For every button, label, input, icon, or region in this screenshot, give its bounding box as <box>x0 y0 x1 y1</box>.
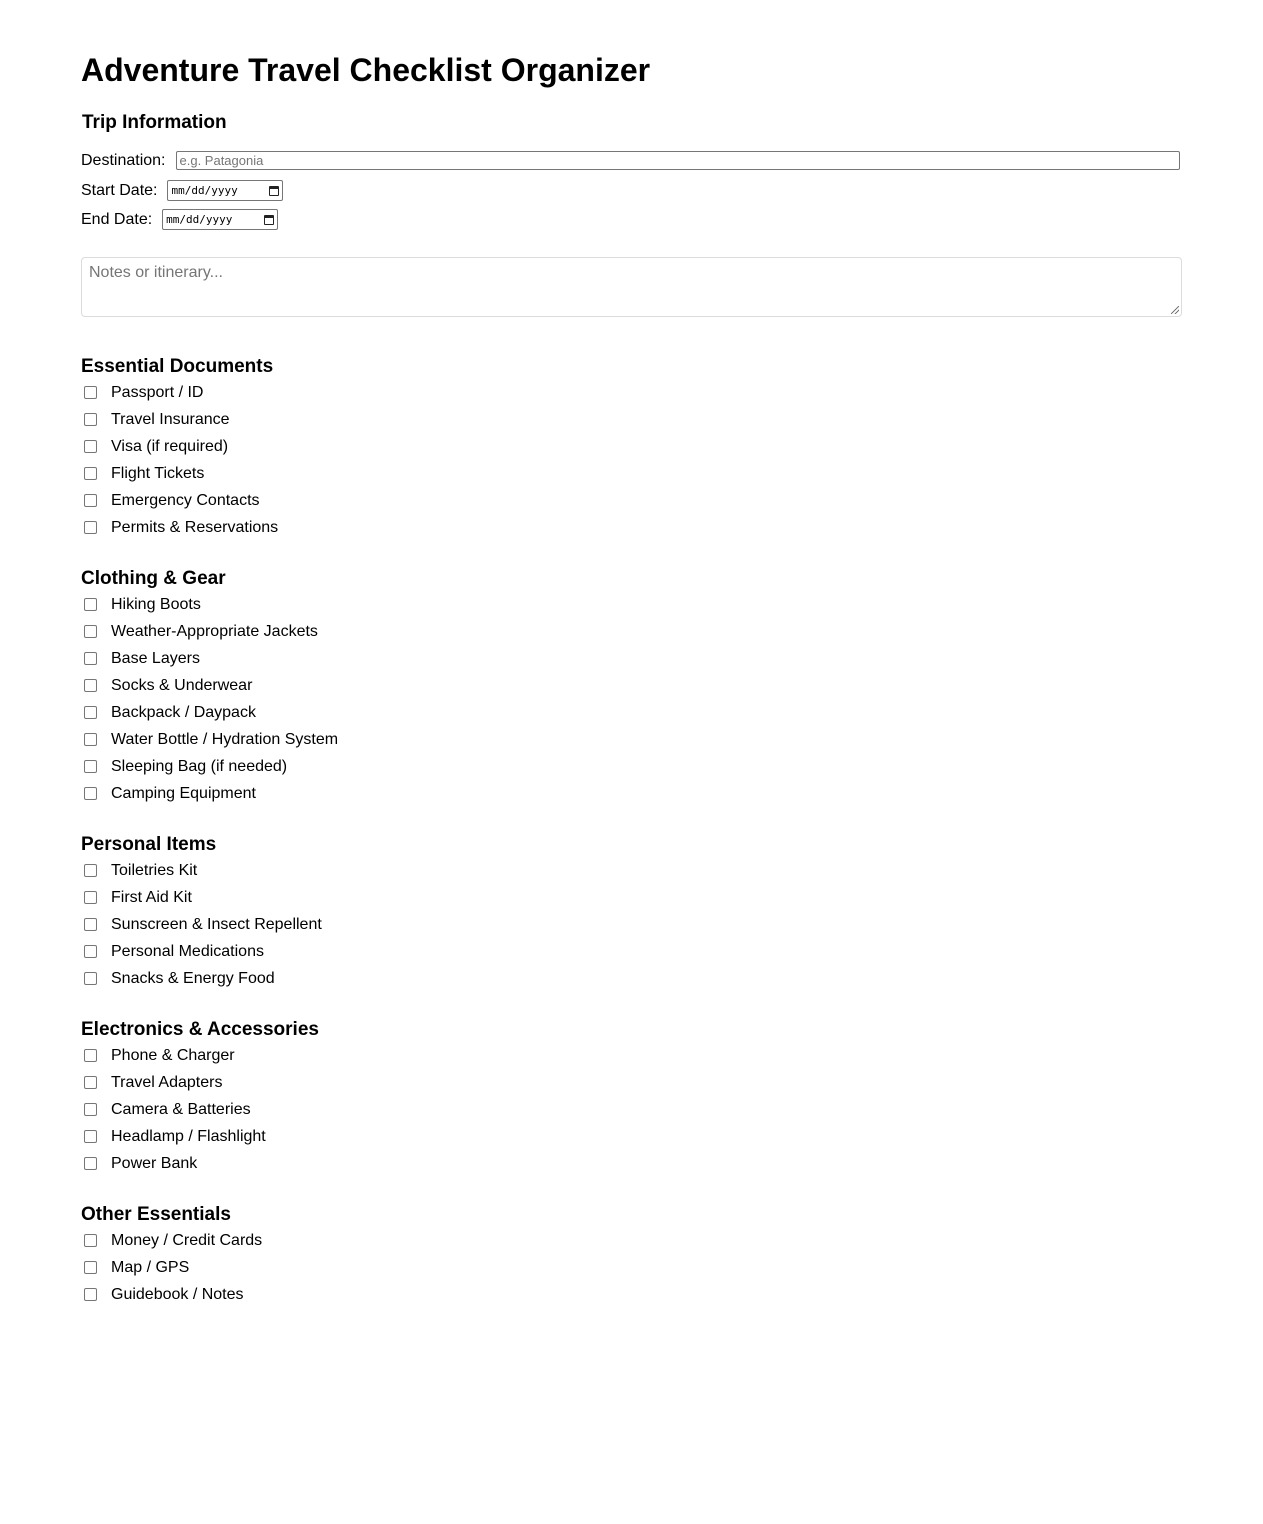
checkbox[interactable] <box>84 787 97 800</box>
checkbox[interactable] <box>84 625 97 638</box>
checkbox[interactable] <box>84 598 97 611</box>
checklist-item-label: Snacks & Energy Food <box>111 969 275 987</box>
checklist-item-label: Water Bottle / Hydration System <box>111 730 339 748</box>
checklist-section <box>81 1203 262 1303</box>
checklist-item-label: Socks & Underwear <box>111 676 253 694</box>
checkbox[interactable] <box>84 413 97 426</box>
checklist-item[interactable] <box>81 726 338 753</box>
section-heading: Electronics & Accessories <box>81 1019 319 1040</box>
checklist-item[interactable] <box>81 1227 262 1254</box>
checklist-items <box>81 591 338 807</box>
checklist-item[interactable] <box>81 433 278 460</box>
checkbox[interactable] <box>84 652 97 665</box>
checklist-page <box>81 0 1182 1303</box>
checklist-item[interactable] <box>81 965 322 992</box>
checkbox[interactable] <box>84 521 97 534</box>
checklist-item-label: Guidebook / Notes <box>111 1285 244 1303</box>
checklist-item-label: Backpack / Daypack <box>111 703 256 721</box>
checklist-item-label: Phone & Charger <box>111 1046 235 1064</box>
checklist-item[interactable] <box>81 1069 319 1096</box>
checklist-item-label: Camping Equipment <box>111 784 256 802</box>
checklist-item[interactable] <box>81 460 278 487</box>
checklist-items <box>81 1227 262 1303</box>
destination-input[interactable] <box>176 151 1180 170</box>
start-date-row <box>81 180 283 201</box>
end-date-input[interactable] <box>162 209 278 230</box>
checklist-item-label: Money / Credit Cards <box>111 1231 263 1249</box>
checklist-item-label: Personal Medications <box>111 942 264 960</box>
checklist-item[interactable] <box>81 753 338 780</box>
checkbox[interactable] <box>84 1157 97 1170</box>
checklist-item-label: Visa (if required) <box>111 437 229 455</box>
notes-textarea[interactable] <box>81 257 1182 317</box>
checklist-item-label: First Aid Kit <box>111 888 192 906</box>
checklist-item[interactable] <box>81 938 322 965</box>
start-date-label: Start Date: <box>81 181 158 199</box>
checkbox[interactable] <box>84 1076 97 1089</box>
checkbox[interactable] <box>84 864 97 877</box>
checkbox[interactable] <box>84 386 97 399</box>
checkbox[interactable] <box>84 1103 97 1116</box>
checkbox[interactable] <box>84 1130 97 1143</box>
checklist-item[interactable] <box>81 1254 262 1281</box>
checkbox[interactable] <box>84 467 97 480</box>
checklist-item-label: Power Bank <box>111 1154 198 1172</box>
checkbox[interactable] <box>84 733 97 746</box>
checklist-item[interactable] <box>81 487 278 514</box>
checkbox[interactable] <box>84 494 97 507</box>
checkbox[interactable] <box>84 945 97 958</box>
checklist-item[interactable] <box>81 591 338 618</box>
start-date-input[interactable] <box>167 180 283 201</box>
checklist-item[interactable] <box>81 645 338 672</box>
checklist-item-label: Weather-Appropriate Jackets <box>111 622 318 640</box>
checklist-item-label: Sunscreen & Insect Repellent <box>111 915 322 933</box>
checklist-item-label: Emergency Contacts <box>111 491 260 509</box>
checklist-section <box>81 355 278 541</box>
checklist-item[interactable] <box>81 1123 319 1150</box>
checklist-item[interactable] <box>81 1042 319 1069</box>
checklist-item[interactable] <box>81 514 278 541</box>
checkbox[interactable] <box>84 679 97 692</box>
checklist-section <box>81 567 338 807</box>
checkbox[interactable] <box>84 1261 97 1274</box>
calendar-icon[interactable] <box>264 215 274 225</box>
destination-label: Destination: <box>81 151 166 169</box>
checklist-item-label: Passport / ID <box>111 383 204 401</box>
section-heading: Clothing & Gear <box>81 568 226 589</box>
checklist-item-label: Camera & Batteries <box>111 1100 251 1118</box>
checklist-item-label: Sleeping Bag (if needed) <box>111 757 288 775</box>
checklist-section <box>81 833 322 992</box>
checklist-item[interactable] <box>81 1281 262 1303</box>
checklist-item-label: Hiking Boots <box>111 595 201 613</box>
checkbox[interactable] <box>84 1049 97 1062</box>
checkbox[interactable] <box>84 918 97 931</box>
trip-info-heading: Trip Information <box>82 112 227 133</box>
checkbox[interactable] <box>84 760 97 773</box>
checklist-item[interactable] <box>81 780 338 807</box>
checklist-item-label: Toiletries Kit <box>111 861 198 879</box>
checklist-item[interactable] <box>81 1096 319 1123</box>
checklist-item[interactable] <box>81 699 338 726</box>
section-heading: Other Essentials <box>81 1204 231 1225</box>
checklist-item-label: Travel Insurance <box>111 410 230 428</box>
start-date-placeholder: mm/dd/yyyy <box>171 184 238 197</box>
end-date-label: End Date: <box>81 210 153 228</box>
checklist-item[interactable] <box>81 672 338 699</box>
page-title: Adventure Travel Checklist Organizer <box>81 52 651 88</box>
destination-row <box>81 151 1180 170</box>
checklist-item[interactable] <box>81 857 322 884</box>
section-heading: Personal Items <box>81 834 217 855</box>
end-date-row <box>81 209 278 230</box>
checklist-items <box>81 857 322 992</box>
checklist-item-label: Flight Tickets <box>111 464 205 482</box>
checklist-item-label: Base Layers <box>111 649 200 667</box>
checklist-items <box>81 1042 319 1177</box>
checklist-item[interactable] <box>81 406 278 433</box>
calendar-icon[interactable] <box>269 186 279 196</box>
checklist-item[interactable] <box>81 379 278 406</box>
checklist-item[interactable] <box>81 884 322 911</box>
checkbox[interactable] <box>84 1288 97 1301</box>
checkbox[interactable] <box>84 1234 97 1247</box>
checklist-section <box>81 1018 319 1177</box>
checkbox[interactable] <box>84 891 97 904</box>
checklist-item-label: Map / GPS <box>111 1258 190 1276</box>
checklist-item[interactable] <box>81 911 322 938</box>
resize-handle-icon[interactable] <box>1171 306 1179 314</box>
section-heading: Essential Documents <box>81 356 274 377</box>
checklist-item-label: Travel Adapters <box>111 1073 223 1091</box>
checklist-item[interactable] <box>81 618 338 645</box>
notes-placeholder: Notes or itinerary... <box>89 264 223 281</box>
checkbox[interactable] <box>84 440 97 453</box>
end-date-placeholder: mm/dd/yyyy <box>166 213 233 226</box>
checklist-items <box>81 379 278 541</box>
checkbox[interactable] <box>84 972 97 985</box>
checklist-item[interactable] <box>81 1150 319 1177</box>
checklist-item-label: Permits & Reservations <box>111 518 279 536</box>
checklist-item-label: Headlamp / Flashlight <box>111 1127 266 1145</box>
checkbox[interactable] <box>84 706 97 719</box>
